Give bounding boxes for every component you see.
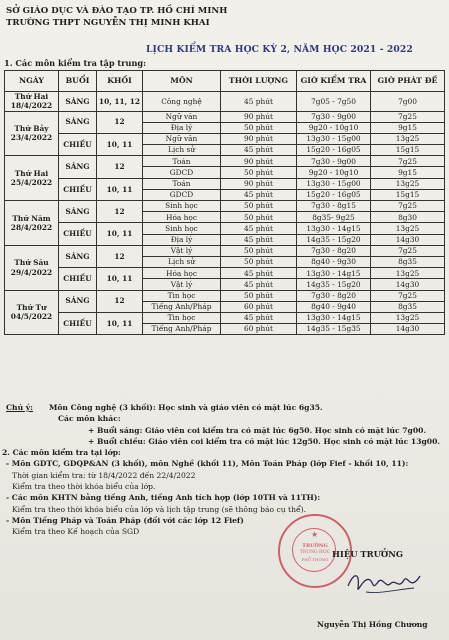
exam-time-cell: 7g30 - 8g20	[297, 245, 371, 256]
table-header-row	[5, 71, 445, 92]
notes-section	[2, 402, 442, 538]
grade-cell: 10, 11	[97, 268, 143, 290]
subject-cell: Lịch sử	[143, 256, 221, 267]
duration-cell: 45 phút	[221, 268, 297, 279]
duration-cell: 50 phút	[221, 245, 297, 256]
grade-cell: 12	[97, 290, 143, 312]
table-row	[5, 312, 445, 323]
exam-time-cell: 13g30 - 15g00	[297, 133, 371, 144]
document-title: LỊCH KIỂM TRA HỌC KỲ 2, NĂM HỌC 2021 - 2022	[146, 44, 413, 55]
day-name: Thứ Sáu	[14, 258, 49, 268]
paper-release-cell: 15g15	[371, 145, 445, 156]
paper-release-cell: 13g25	[371, 133, 445, 144]
grade-cell: 10, 11	[97, 133, 143, 155]
note-line: - Các môn KHTN bằng tiếng Anh, tiếng Anh tích hợp (lớp 10TH và 11TH):	[6, 493, 321, 503]
day-name: Thứ Năm	[12, 213, 51, 223]
exam-time-cell: 14g35 - 15g35	[297, 324, 371, 335]
session-cell: SÁNG	[59, 156, 97, 178]
column-header: BUỔI	[59, 71, 97, 92]
note-label: Chú ý:	[6, 403, 33, 412]
table-row	[5, 156, 445, 167]
duration-cell: 45 phút	[221, 234, 297, 245]
duration-cell: 45 phút	[221, 145, 297, 156]
paper-release-cell: 7g25	[371, 201, 445, 212]
day-cell	[5, 245, 59, 290]
exam-time-cell: 7g30 - 8g20	[297, 290, 371, 301]
subject-cell: Tiếng Anh/Pháp	[143, 301, 221, 312]
subject-cell: Toán	[143, 178, 221, 189]
subject-cell: GDCD	[143, 189, 221, 200]
table-row	[5, 245, 445, 256]
day-name: Thứ Tư	[16, 303, 47, 313]
signer-title: HIỆU TRƯỞNG	[332, 549, 404, 559]
table-row	[5, 201, 445, 212]
duration-cell: 50 phút	[221, 122, 297, 133]
grade-cell: 10, 11	[97, 223, 143, 245]
grade-cell: 10, 11, 12	[97, 92, 143, 112]
section-2-heading: 2. Các môn kiểm tra tại lớp:	[2, 448, 121, 458]
signer-name: Nguyễn Thị Hồng Chương	[317, 620, 428, 629]
subject-cell: Tiếng Anh/Pháp	[143, 324, 221, 335]
table-row	[5, 290, 445, 301]
exam-time-cell: 7g30 - 8g15	[297, 201, 371, 212]
subject-cell: Hóa học	[143, 212, 221, 223]
note-line: Thời gian kiểm tra: từ 18/4/2022 đến 22/4/2022	[12, 470, 196, 480]
note-line: - Môn Tiếng Pháp và Toán Pháp (đối với các lớp 12 Fief)	[6, 515, 244, 525]
section-1-heading: 1. Các môn kiểm tra tập trung:	[4, 58, 147, 68]
day-cell	[5, 92, 59, 112]
day-cell	[5, 201, 59, 246]
subject-cell: Địa lý	[143, 122, 221, 133]
exam-time-cell: 9g20 - 10g10	[297, 122, 371, 133]
note-text: Môn Công nghệ (3 khối): Học sinh và giáo viên có mặt lúc 6g35.	[48, 403, 323, 412]
column-header: MÔN	[143, 71, 221, 92]
session-cell: SÁNG	[59, 111, 97, 133]
paper-release-cell: 7g25	[371, 245, 445, 256]
exam-time-cell: 8g40 - 9g40	[297, 301, 371, 312]
exam-time-cell: 14g35 - 15g20	[297, 279, 371, 290]
subject-cell: Tin học	[143, 312, 221, 323]
exam-time-cell: 7g05 - 7g50	[297, 92, 371, 112]
session-cell: CHIỀU	[59, 268, 97, 290]
day-name: Thứ Hai	[14, 92, 49, 101]
day-date: 29/4/2022	[10, 267, 53, 277]
subject-cell: Sinh học	[143, 223, 221, 234]
paper-release-cell: 8g35	[371, 256, 445, 267]
grade-cell: 10, 11	[97, 178, 143, 200]
paper-release-cell: 7g25	[371, 290, 445, 301]
session-cell: CHIỀU	[59, 223, 97, 245]
exam-time-cell: 7g30 - 9g00	[297, 111, 371, 122]
column-header: GIỜ KIỂM TRA	[297, 71, 371, 92]
duration-cell: 45 phút	[221, 279, 297, 290]
session-cell: CHIỀU	[59, 133, 97, 155]
duration-cell: 50 phút	[221, 167, 297, 178]
table-row	[5, 178, 445, 189]
note-line: Các môn khác:	[58, 414, 121, 424]
star-icon: ★	[311, 530, 319, 539]
duration-cell: 90 phút	[221, 156, 297, 167]
day-name: Thứ Hai	[14, 168, 49, 178]
note-line: Kiểm tra theo Kế hoạch của SGD	[12, 527, 140, 537]
duration-cell: 90 phút	[221, 133, 297, 144]
session-cell: CHIỀU	[59, 312, 97, 334]
table-row	[5, 223, 445, 234]
exam-time-cell: 13g30 - 14g15	[297, 223, 371, 234]
exam-time-cell: 14g35 - 15g20	[297, 234, 371, 245]
note-line: Kiểm tra theo thời khóa biểu của lớp và lịch tập trung (sẽ thông báo cụ thể).	[12, 504, 307, 514]
duration-cell: 60 phút	[221, 324, 297, 335]
paper-release-cell: 14g30	[371, 234, 445, 245]
column-header: NGÀY	[5, 71, 59, 92]
session-cell: CHIỀU	[59, 178, 97, 200]
paper-release-cell: 9g15	[371, 167, 445, 178]
table-body	[5, 92, 445, 335]
paper-release-cell: 7g25	[371, 156, 445, 167]
grade-cell: 12	[97, 156, 143, 178]
duration-cell: 45 phút	[221, 223, 297, 234]
duration-cell: 50 phút	[221, 201, 297, 212]
duration-cell: 90 phút	[221, 178, 297, 189]
grade-cell: 12	[97, 201, 143, 223]
school-seal-stamp: ★ TRƯỜNG TRUNG HỌC PHỔ THÔNG	[278, 514, 352, 588]
day-date: 04/5/2022	[10, 312, 53, 322]
grade-cell: 12	[97, 111, 143, 133]
subject-cell: Ngữ văn	[143, 111, 221, 122]
session-cell: SÁNG	[59, 245, 97, 267]
exam-time-cell: 13g30 - 14g15	[297, 312, 371, 323]
exam-time-cell: 15g20 - 16g05	[297, 145, 371, 156]
paper-release-cell: 8g30	[371, 212, 445, 223]
column-header: GIỜ PHÁT ĐỀ	[371, 71, 445, 92]
paper-release-cell: 13g25	[371, 312, 445, 323]
paper-release-cell: 14g30	[371, 279, 445, 290]
duration-cell: 50 phút	[221, 290, 297, 301]
exam-time-cell: 8g35- 9g25	[297, 212, 371, 223]
handwritten-signature	[344, 566, 424, 598]
session-cell: SÁNG	[59, 92, 97, 112]
day-date: 18/4/2022	[10, 101, 53, 111]
duration-cell: 50 phút	[221, 212, 297, 223]
day-name: Thứ Bảy	[14, 124, 49, 134]
paper-release-cell: 13g25	[371, 223, 445, 234]
exam-time-cell: 8g40 - 9g30	[297, 256, 371, 267]
subject-cell: GDCD	[143, 167, 221, 178]
duration-cell: 90 phút	[221, 111, 297, 122]
session-cell: SÁNG	[59, 290, 97, 312]
grade-cell: 10, 11	[97, 312, 143, 334]
duration-cell: 60 phút	[221, 301, 297, 312]
day-cell	[5, 111, 59, 156]
column-header: KHỐI	[97, 71, 143, 92]
duration-cell: 45 phút	[221, 312, 297, 323]
day-date: 25/4/2022	[10, 178, 53, 188]
day-cell	[5, 290, 59, 335]
table-row	[5, 92, 445, 112]
day-date: 23/4/2022	[10, 133, 53, 143]
subject-cell: Sinh học	[143, 201, 221, 212]
table-row	[5, 133, 445, 144]
paper-release-cell: 14g30	[371, 324, 445, 335]
table-row	[5, 111, 445, 122]
note-line	[6, 402, 442, 413]
subject-cell: Lịch sử	[143, 145, 221, 156]
subject-cell: Hóa học	[143, 268, 221, 279]
day-cell	[5, 156, 59, 201]
subject-cell: Vật lý	[143, 245, 221, 256]
day-date: 28/4/2022	[10, 222, 53, 232]
exam-time-cell: 13g30 - 14g15	[297, 268, 371, 279]
subject-cell: Toán	[143, 156, 221, 167]
paper-release-cell: 15g15	[371, 189, 445, 200]
paper-release-cell: 9g15	[371, 122, 445, 133]
subject-cell: Tin học	[143, 290, 221, 301]
subject-cell: Ngữ văn	[143, 133, 221, 144]
note-line: - Môn GDTC, GDQP&AN (3 khối), môn Nghề (khối 11), Môn Toán Pháp (lớp Fief - khối 10, 11):	[6, 459, 409, 469]
exam-schedule-table	[4, 70, 445, 335]
school-name: TRƯỜNG THPT NGUYỄN THỊ MINH KHAI	[6, 18, 210, 28]
note-line: Kiểm tra theo thời khóa biểu của lớp.	[12, 482, 156, 492]
paper-release-cell: 13g25	[371, 178, 445, 189]
paper-release-cell: 7g25	[371, 111, 445, 122]
note-line: + Buổi chiều: Giáo viên coi kiểm tra có mặt lúc 12g50. Học sinh có mặt lúc 13g00.	[88, 436, 441, 446]
exam-time-cell: 9g20 - 10g10	[297, 167, 371, 178]
paper-release-cell: 13g25	[371, 268, 445, 279]
duration-cell: 45 phút	[221, 92, 297, 112]
column-header: THỜI LƯỢNG	[221, 71, 297, 92]
session-cell: SÁNG	[59, 201, 97, 223]
subject-cell: Địa lý	[143, 234, 221, 245]
paper-release-cell: 8g35	[371, 301, 445, 312]
exam-time-cell: 7g30 - 9g00	[297, 156, 371, 167]
subject-cell: Vật lý	[143, 279, 221, 290]
subject-cell: Công nghệ	[143, 92, 221, 112]
note-line: + Buổi sáng: Giáo viên coi kiểm tra có mặt lúc 6g50. Học sinh có mặt lúc 7g00.	[88, 425, 427, 435]
department-name: SỞ GIÁO DỤC VÀ ĐÀO TẠO TP. HỒ CHÍ MINH	[6, 6, 228, 16]
exam-time-cell: 15g20 - 16g05	[297, 189, 371, 200]
duration-cell: 50 phút	[221, 256, 297, 267]
duration-cell: 45 phút	[221, 189, 297, 200]
paper-release-cell: 7g00	[371, 92, 445, 112]
grade-cell: 12	[97, 245, 143, 267]
exam-time-cell: 13g30 - 15g00	[297, 178, 371, 189]
table-row	[5, 268, 445, 279]
